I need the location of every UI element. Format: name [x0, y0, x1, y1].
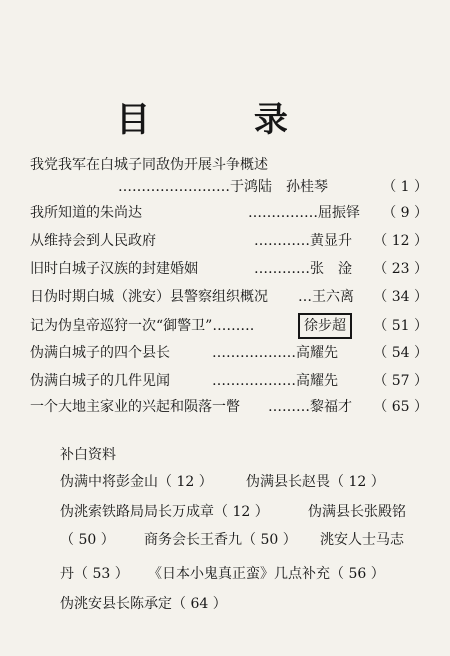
supplement-heading: 补白资料 — [60, 447, 116, 463]
supplement-item: 伪满中将彭金山（ 12 ） — [60, 474, 213, 490]
supplement-item: 丹（ 53 ） — [60, 566, 129, 582]
supplement-line-1 — [60, 470, 430, 494]
toc-entry-3 — [30, 228, 428, 254]
supplement-item: 伪洮安县长陈承定（ 64 ） — [60, 596, 227, 612]
toc-entry-page: （ 54 ） — [373, 345, 428, 361]
supplement-item: 伪满县长赵畏（ 12 ） — [246, 474, 385, 490]
toc-entry-page: （ 65 ） — [373, 399, 428, 415]
toc-entry-author: 徐步超 — [298, 313, 352, 339]
supplement-line-3 — [60, 528, 430, 552]
supplement-item: 伪洮索铁路局局长万成章（ 12 ） — [60, 504, 269, 520]
supplement-line-2 — [60, 500, 430, 524]
toc-entry-7 — [30, 340, 428, 366]
toc-entry-title: 从维持会到人民政府 — [30, 233, 156, 249]
toc-entry-page: （ 9 ） — [382, 205, 428, 221]
toc-entry-author: …王六离 — [298, 289, 354, 305]
toc-entry-1-author-line — [30, 174, 428, 200]
toc-entry-page: （ 57 ） — [373, 373, 428, 389]
toc-entry-author: ……………………于鸿陆 孙桂琴 — [118, 179, 328, 195]
toc-entry-8 — [30, 368, 428, 394]
toc-entry-page: （ 34 ） — [373, 289, 428, 305]
toc-entry-9 — [30, 394, 428, 420]
supplement-item: 商务会长王香九（ 50 ） — [144, 532, 297, 548]
supplement-item: 洮安人士马志 — [320, 532, 404, 548]
toc-entry-author: …………张 淦 — [254, 261, 352, 277]
toc-entry-5 — [30, 284, 428, 310]
toc-entry-page: （ 23 ） — [373, 261, 428, 277]
toc-entry-title: 伪满白城子的四个县长 — [30, 345, 170, 361]
supplement-item: （ 50 ） — [60, 532, 115, 548]
toc-entry-4 — [30, 256, 428, 282]
toc-entry-title: 我所知道的朱尚达 — [30, 205, 142, 221]
toc-entry-title: 伪满白城子的几件见闻 — [30, 373, 170, 389]
supplement-line-5 — [60, 592, 430, 616]
toc-entry-page: （ 12 ） — [373, 233, 428, 249]
page-title: 目 录 — [116, 100, 334, 140]
toc-entry-6 — [30, 313, 428, 339]
toc-entry-author: …………黄显升 — [254, 233, 352, 249]
supplement-item: 《日本小鬼真正蛮》几点补充（ 56 ） — [148, 566, 385, 582]
toc-entry-title: 一个大地主家业的兴起和陨落一瞥 — [30, 399, 240, 415]
toc-entry-page: （ 51 ） — [373, 318, 428, 334]
toc-entry-author: ………………高耀先 — [212, 373, 338, 389]
toc-entry-title: 我党我军在白城子同敌伪开展斗争概述 — [30, 157, 268, 173]
toc-entry-2 — [30, 200, 428, 226]
toc-entry-page: （ 1 ） — [382, 179, 428, 195]
toc-entry-title: 旧时白城子汉族的封建婚姻 — [30, 261, 198, 277]
toc-entry-title: 记为伪皇帝巡狩一次“御警卫”……… — [30, 318, 255, 334]
supplement-line-4 — [60, 562, 430, 586]
toc-entry-title: 日伪时期白城（洮安）县警察组织概况 — [30, 289, 268, 305]
toc-entry-author: ………………高耀先 — [212, 345, 338, 361]
toc-entry-author: ……………屈振铎 — [248, 205, 360, 221]
supplement-item: 伪满县长张殿铭 — [308, 504, 406, 520]
toc-entry-author: ………黎福才 — [268, 399, 352, 415]
